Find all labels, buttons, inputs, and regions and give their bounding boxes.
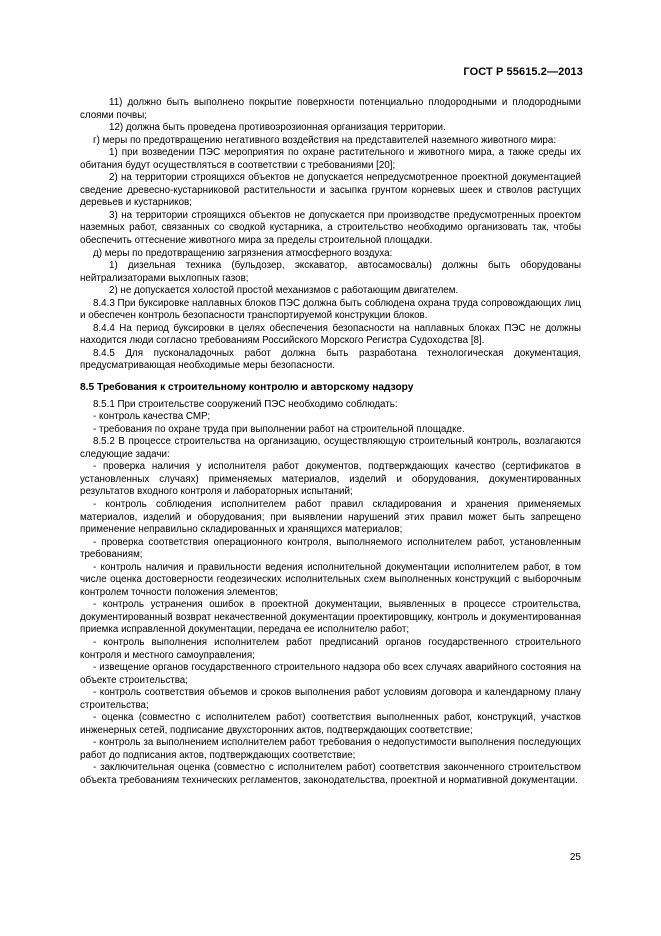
paragraph: г) меры по предотвращению негативного воздействия на представителей наземного животного мира: — [93, 134, 557, 146]
list-item: - контроль устранения ошибок в проектной документации, выявленных в процессе строительства, документированный возврат некачественной документации проектировщику, контроль и документированная приемка исправленной документации, передача ее исполнителю работ; — [80, 599, 581, 636]
list-item: - заключительная оценка (совместно с исполнителем работ) соответствия законченного строительством объекта требованиям технических регламентов, законодательства, проектной и нормативной документации. — [80, 762, 581, 786]
paragraph: 12) должна быть проведена противоэрозионная организация территории. — [109, 122, 446, 134]
paragraph: 8.4.5 Для пусконаладочных работ должна быть разработана технологическая документация, предусматривающая необходимые меры безопасности. — [80, 347, 581, 372]
section-heading: 8.5 Требования к строительному контролю и авторскому надзору — [80, 382, 414, 394]
list-item: - проверка наличия у исполнителя работ документов, подтверждающих качество (сертификатов в установленных случаях) применяемых материалов, изделий и оборудования, документированных результатов входного контроля и лабораторных испытаний; — [80, 461, 581, 498]
list-item: - контроль соответствия объемов и сроков выполнения работ условиям договора и календарному плану строительства; — [80, 687, 581, 711]
paragraph: 2) на территории строящихся объектов не допускается непредусмотренное проектной документацией сведение древесно-кустарниковой растительности и засыпка грунтом корневых шеек и стволов растущих деревьев и кустарников; — [80, 172, 581, 209]
list-item: - проверка соответствия операционного контроля, выполняемого исполнителем работ, установленным требованиям; — [80, 536, 581, 561]
list-item: - контроль наличия и правильности ведения исполнительной документации исполнителем работ, в том числе оценка достоверности геодезических исполнительных схем выполненных конструкций с выборочным контролем точности положения элементов; — [80, 561, 581, 598]
list-item: - извещение органов государственного строительного надзора обо всех случаях аварийного состояния на объекте строительства; — [80, 662, 581, 686]
list-item: - контроль выполнения исполнителем работ предписаний органов государственного строительного контроля и местного самоуправления; — [80, 636, 581, 661]
list-item: - контроль соблюдения исполнителем работ правил складирования и хранения применяемых материалов, изделий и оборудования; при выявлении нарушений этих правил может быть запрещено применение неправильно складированных и хранящихся материалов; — [80, 498, 581, 536]
list-item: - оценка (совместно с исполнителем работ) соответствия выполненных работ, конструкций, участков инженерных сетей, подписание двухсторонних актов, подтверждающих соответствие; — [80, 712, 581, 736]
paragraph: 3) на территории строящихся объектов не допускается при производстве предусмотренных проектом наземных работ, связанных со сводкой кустарника, а строительство необходимо организовать так, чтобы обеспечить оттеснение животного мира за пределы строительной площадки. — [80, 209, 581, 247]
paragraph: д) меры по предотвращению загрязнения атмосферного воздуха: — [93, 247, 393, 259]
paragraph: 8.4.3 При буксировке наплавных блоков ПЭС должна быть соблюдена охрана труда сопровождающих лиц и обеспечен контроль безопасности транспортируемой конструкции блоков. — [80, 297, 581, 322]
paragraph: 1) дизельная техника (бульдозер, экскаватор, автосамосвалы) должны быть оборудованы нейтрализаторами выхлопных газов; — [80, 260, 581, 284]
list-item: - контроль качества СМР; — [93, 411, 211, 423]
paragraph: 11) должно быть выполнено покрытие поверхности потенциально плодородными и плодородными слоями почвы; — [80, 97, 581, 121]
paragraph: 1) при возведении ПЭС мероприятия по охране растительного и животного мира, а также среды их обитания будут осуществляться в соответствии с требованиями [20]; — [80, 147, 581, 171]
document-body — [80, 97, 581, 788]
page-number: 25 — [569, 852, 581, 863]
paragraph: 8.4.4 На период буксировки в целях обеспечения безопасности на наплавных блоках ПЭС не должны находится люди согласно требованиям Российского Морского Регистра Судоходства [8]. — [80, 322, 581, 347]
list-item: 8.5.2 В процессе строительства на организацию, осуществляющую строительный контроль, возлагаются следующие задачи: — [80, 436, 581, 460]
document-id: ГОСТ Р 55615.2—2013 — [463, 66, 583, 78]
paragraph: 2) не допускается холостой простой механизмов с работающим двигателем. — [109, 285, 459, 297]
list-item: - требования по охране труда при выполнении работ на строительной площадке. — [93, 423, 465, 435]
list-item: - контроль за выполнением исполнителем работ требования о недопустимости выполнения последующих работ до подписания актов, подтверждающих соответствие; — [80, 737, 581, 761]
list-item: 8.5.1 При строительстве сооружений ПЭС необходимо соблюдать: — [93, 398, 398, 410]
